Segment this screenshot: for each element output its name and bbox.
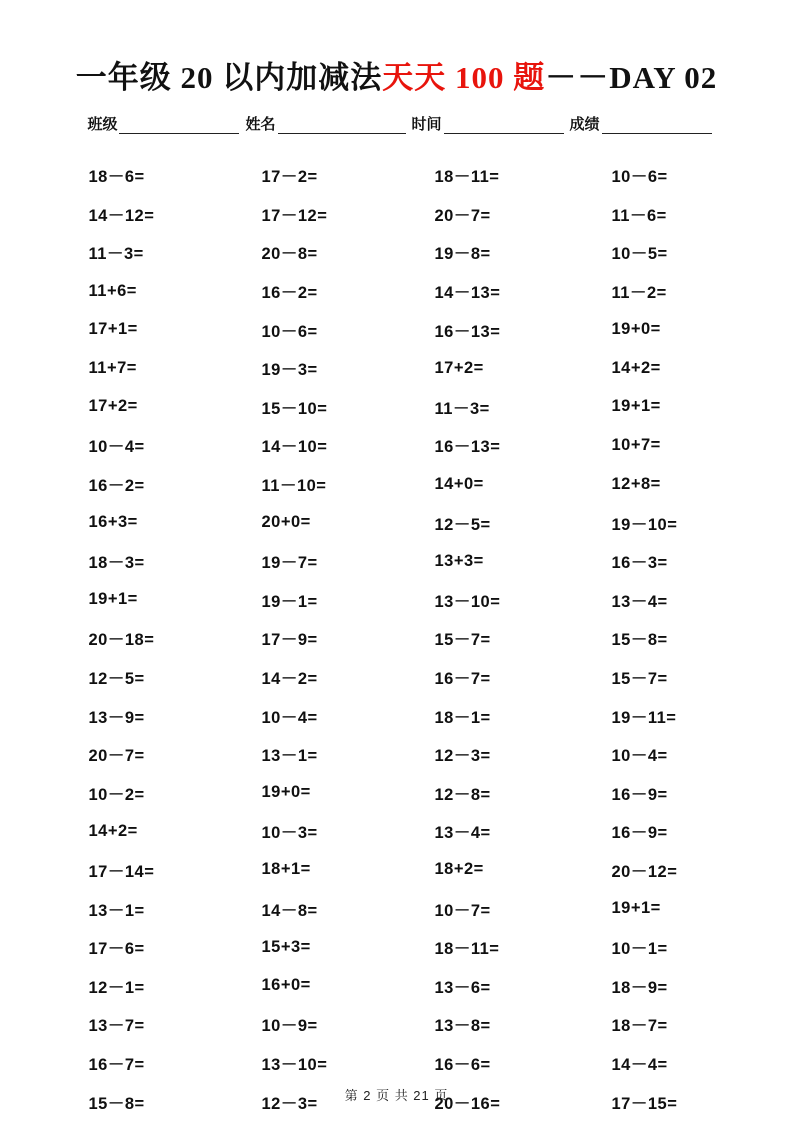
meta-field-class <box>81 113 239 134</box>
problem-cell[interactable]: 15－8= <box>611 631 668 650</box>
meta-label-class: 班级 <box>87 116 118 133</box>
problem-cell[interactable]: 13－1= <box>261 747 318 766</box>
problem-cell[interactable]: 13－7= <box>88 1017 145 1036</box>
problem-cell[interactable]: 10－4= <box>261 708 318 727</box>
meta-input-time[interactable] <box>444 117 564 134</box>
problem-cell[interactable]: 20－8= <box>261 245 318 264</box>
problem-cell[interactable]: 17+2= <box>434 358 484 377</box>
problem-cell[interactable]: 16－7= <box>88 1055 145 1074</box>
problem-cell[interactable]: 14－8= <box>261 901 318 920</box>
problem-cell[interactable]: 18－1= <box>434 708 491 727</box>
problem-cell[interactable]: 16+0= <box>261 976 311 995</box>
problem-cell[interactable]: 19－8= <box>434 245 491 264</box>
problem-cell[interactable]: 10－4= <box>88 438 145 457</box>
problem-cell[interactable]: 12－3= <box>434 747 491 766</box>
problem-cell[interactable]: 17－2= <box>261 168 318 187</box>
problem-cell[interactable]: 14－12= <box>88 206 155 225</box>
problem-cell[interactable]: 17+2= <box>88 397 138 416</box>
problem-cell[interactable]: 19－10= <box>611 515 678 534</box>
meta-label-time: 时间 <box>411 116 442 133</box>
problem-cell[interactable]: 13－9= <box>88 708 145 727</box>
problem-cell[interactable]: 10－4= <box>611 747 668 766</box>
problem-cell[interactable]: 17－14= <box>88 862 155 881</box>
problem-cell[interactable]: 16－7= <box>434 670 491 689</box>
title-suffix: －－DAY 02 <box>545 60 718 95</box>
problem-cell[interactable]: 20－18= <box>88 631 155 650</box>
problem-cell[interactable]: 11－6= <box>611 206 667 225</box>
page-title <box>0 0 793 97</box>
problem-cell[interactable]: 14－13= <box>434 284 501 303</box>
problem-cell[interactable]: 15－7= <box>611 670 668 689</box>
problem-cell[interactable]: 11+7= <box>88 358 137 377</box>
problem-cell[interactable]: 13－10= <box>261 1055 328 1074</box>
problem-cell[interactable]: 16－3= <box>611 554 668 573</box>
problem-cell[interactable]: 15－10= <box>261 399 328 418</box>
problem-cell[interactable]: 19－11= <box>611 708 677 727</box>
problem-grid <box>47 156 747 1121</box>
problem-cell[interactable]: 18－7= <box>611 1017 668 1036</box>
page-footer: 第 2 页 共 21 页 <box>344 1088 449 1103</box>
problem-cell[interactable]: 10+7= <box>611 435 661 454</box>
problem-cell[interactable]: 11+6= <box>88 281 137 300</box>
problem-cell[interactable]: 16－2= <box>261 284 318 303</box>
problem-cell[interactable]: 20－7= <box>88 747 145 766</box>
problem-cell[interactable]: 19－3= <box>261 361 318 380</box>
problem-cell[interactable]: 13－6= <box>434 978 491 997</box>
problem-cell[interactable]: 13－4= <box>434 824 491 843</box>
meta-label-score: 成绩 <box>569 116 600 133</box>
problem-cell[interactable]: 14+2= <box>611 358 661 377</box>
problem-cell[interactable]: 10－7= <box>434 901 491 920</box>
problem-cell[interactable]: 19+0= <box>261 783 311 802</box>
meta-input-class[interactable] <box>119 117 239 134</box>
problem-cell[interactable]: 16－13= <box>434 322 501 341</box>
problem-cell[interactable]: 13－1= <box>88 901 145 920</box>
problem-cell[interactable]: 19+1= <box>88 590 138 609</box>
problem-cell[interactable]: 12+8= <box>611 474 661 493</box>
problem-cell[interactable]: 10－2= <box>88 785 145 804</box>
meta-field-score <box>564 113 712 134</box>
problem-cell[interactable]: 17－12= <box>261 206 328 225</box>
problem-cell[interactable]: 14+0= <box>434 474 484 493</box>
meta-input-score[interactable] <box>602 117 712 134</box>
problem-cell[interactable]: 19+1= <box>611 899 661 918</box>
problem-cell[interactable]: 12－8= <box>434 785 491 804</box>
problem-cell[interactable]: 10－6= <box>261 322 318 341</box>
problem-cell[interactable]: 19－1= <box>261 592 318 611</box>
problem-cell[interactable]: 20－12= <box>611 862 678 881</box>
problem-cell[interactable]: 11－2= <box>611 284 667 303</box>
problem-cell[interactable]: 12－5= <box>434 515 491 534</box>
problem-cell[interactable]: 16－9= <box>611 785 668 804</box>
problem-cell[interactable]: 13+3= <box>434 551 484 570</box>
problem-cell[interactable]: 20－16= <box>434 1094 501 1113</box>
problem-cell[interactable]: 13－10= <box>434 592 501 611</box>
title-prefix: 一年级 20 以内加减法 <box>75 60 383 95</box>
problem-cell[interactable]: 10－6= <box>611 168 668 187</box>
problem-cell[interactable]: 19－7= <box>261 554 318 573</box>
problem-cell[interactable]: 16－9= <box>611 824 668 843</box>
problem-cell[interactable]: 18－3= <box>88 554 145 573</box>
problem-cell[interactable]: 12－3= <box>261 1094 318 1113</box>
problem-cell[interactable]: 16+3= <box>88 513 138 532</box>
problem-cell[interactable]: 14－2= <box>261 670 318 689</box>
problem-cell[interactable]: 12－1= <box>88 978 145 997</box>
problem-cell[interactable]: 15+3= <box>261 937 311 956</box>
problem-cell[interactable]: 20+0= <box>261 513 311 532</box>
problem-cell[interactable]: 19+0= <box>611 320 661 339</box>
meta-field-name <box>239 113 405 134</box>
problem-cell[interactable]: 15－8= <box>88 1094 145 1113</box>
problem-cell[interactable]: 11－10= <box>261 477 327 496</box>
problem-cell[interactable]: 17－9= <box>261 631 318 650</box>
problem-cell[interactable]: 11－3= <box>88 245 144 264</box>
problem-cell[interactable]: 19+1= <box>611 397 661 416</box>
problem-cell[interactable]: 17－6= <box>88 940 145 959</box>
problem-cell[interactable]: 13－4= <box>611 592 668 611</box>
problem-cell[interactable]: 10－5= <box>611 245 668 264</box>
problem-cell[interactable]: 16－6= <box>434 1055 491 1074</box>
meta-field-time <box>406 113 564 134</box>
problem-cell[interactable]: 14－4= <box>611 1055 668 1074</box>
problem-cell[interactable]: 10－9= <box>261 1017 318 1036</box>
title-highlight: 天天 100 题 <box>382 60 546 95</box>
problem-cell[interactable]: 11－3= <box>434 399 490 418</box>
problem-cell[interactable]: 12－5= <box>88 670 145 689</box>
problem-cell[interactable]: 18－9= <box>611 978 668 997</box>
problem-cell[interactable]: 15－7= <box>434 631 491 650</box>
problem-cell[interactable]: 16－2= <box>88 477 145 496</box>
student-info-row <box>0 113 793 134</box>
problem-cell[interactable]: 20－7= <box>434 206 491 225</box>
problem-cell[interactable]: 18－11= <box>434 168 500 187</box>
problem-cell[interactable]: 18－6= <box>88 168 145 187</box>
problem-cell[interactable]: 18－11= <box>434 940 500 959</box>
problem-cell[interactable]: 16－13= <box>434 438 501 457</box>
problem-cell[interactable]: 14+2= <box>88 821 138 840</box>
problem-cell[interactable]: 10－1= <box>611 940 668 959</box>
meta-label-name: 姓名 <box>245 116 276 133</box>
problem-cell[interactable]: 10－3= <box>261 824 318 843</box>
problem-cell[interactable]: 14－10= <box>261 438 328 457</box>
problem-cell[interactable]: 18+2= <box>434 860 484 879</box>
problem-cell[interactable]: 13－8= <box>434 1017 491 1036</box>
problem-cell[interactable]: 18+1= <box>261 860 311 879</box>
problem-cell[interactable]: 17+1= <box>88 320 138 339</box>
problem-cell[interactable]: 17－15= <box>611 1094 678 1113</box>
meta-input-name[interactable] <box>278 117 406 134</box>
